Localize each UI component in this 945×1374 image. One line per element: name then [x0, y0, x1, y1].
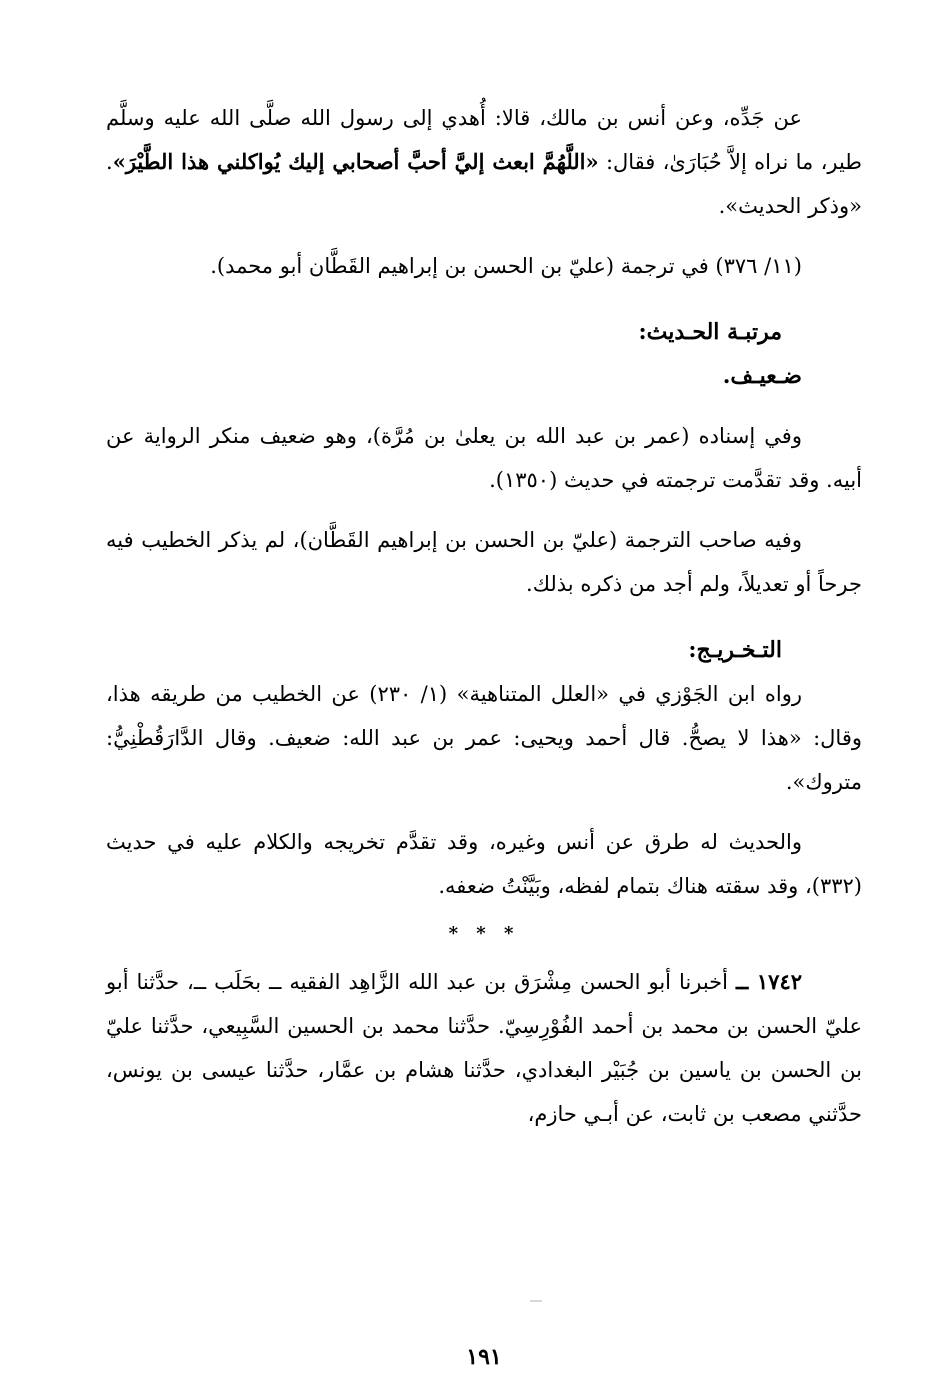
book-page	[106, 96, 863, 1370]
paragraph-narrator-note: وفيه صاحب الترجمة (عليّ بن الحسن بن إبراهيم القَطَّان)، لم يذكر الخطيب فيه جرحاً أو تعديلاً، ولم أجد من ذكره بذلك.	[106, 528, 862, 596]
heading-takhrij: التـخـريـج:	[688, 637, 782, 663]
paragraph-takhrij: رواه ابن الجَوْزي في «العلل المتناهية» (١/ ٢٣٠) عن الخطيب من طريقه هذا، وقال: «هذا لا يصحُّ. قال أحمد ويحيى: عمر بن عبد الله: ضعيف. وقال الدَّارَقُطْنِيُّ: متروك».	[106, 682, 862, 794]
paragraph-hadith-text	[106, 96, 862, 228]
paragraph-isnad-weakness: وفي إسناده (عمر بن عبد الله بن يعلىٰ بن مُرَّة)، وهو ضعيف منكر الرواية عن أبيه. وقد تقدَّمت ترجمته في حديث (١٣٥٠).	[106, 424, 862, 492]
verdict-text: ضـعيـف.	[722, 363, 802, 389]
hadith-text-end: . «وذكر الحديث».	[106, 150, 862, 218]
page-number: ١٩١	[466, 1344, 502, 1370]
prophet-quote: «اللَّهُمَّ ابعث إليَّ أحبَّ أصحابي إليك يُواكلني هذا الطَّيْرَ»	[112, 149, 599, 174]
scan-mark	[530, 1300, 542, 1302]
paragraph-other-routes: والحديث له طرق عن أنس وغيره، وقد تقدَّم تخريجه والكلام عليه في حديث (٣٣٢)، وقد سقته هناك بتمام لفظه، وبَيَّنْتُ ضعفه.	[106, 830, 862, 898]
paragraph-reference: (١١/ ٣٧٦) في ترجمة (عليّ بن الحسن بن إبراهيم القَطَّان أبو محمد).	[210, 254, 802, 278]
section-separator: * * *	[448, 923, 520, 944]
paragraph-new-hadith	[106, 960, 862, 1136]
isnad-chain: أخبرنا أبو الحسن مِشْرَق بن عبد الله الزَّاهِد الفقيه ــ بحَلَب ــ، حدَّثنا أبو عليّ الحسن بن محمد بن أحمد الفُوْرِسِيّ. حدَّثنا محمد بن الحسين السَّبِيعي، حدَّثنا عليّ بن الحسن بن ياسين بن جُبَيْر البغدادي، حدَّثنا هشام بن عمَّار، حدَّثنا عيسى بن يونس، حدَّثني مصعب بن ثابت، عن أبـي حازم،	[106, 970, 862, 1126]
heading-hadith-rank: مرتبـة الحـديث:	[638, 319, 782, 345]
hadith-number: ١٧٤٢ ــ	[735, 969, 803, 994]
hadith-text-start: عن جَدِّه، وعن أنس بن مالك، قالا: أُهدي إلى رسول الله صلَّى الله عليه وسلَّم طير، ما نراه إلاَّ حُبَارَىٰ، فقال:	[106, 106, 863, 174]
